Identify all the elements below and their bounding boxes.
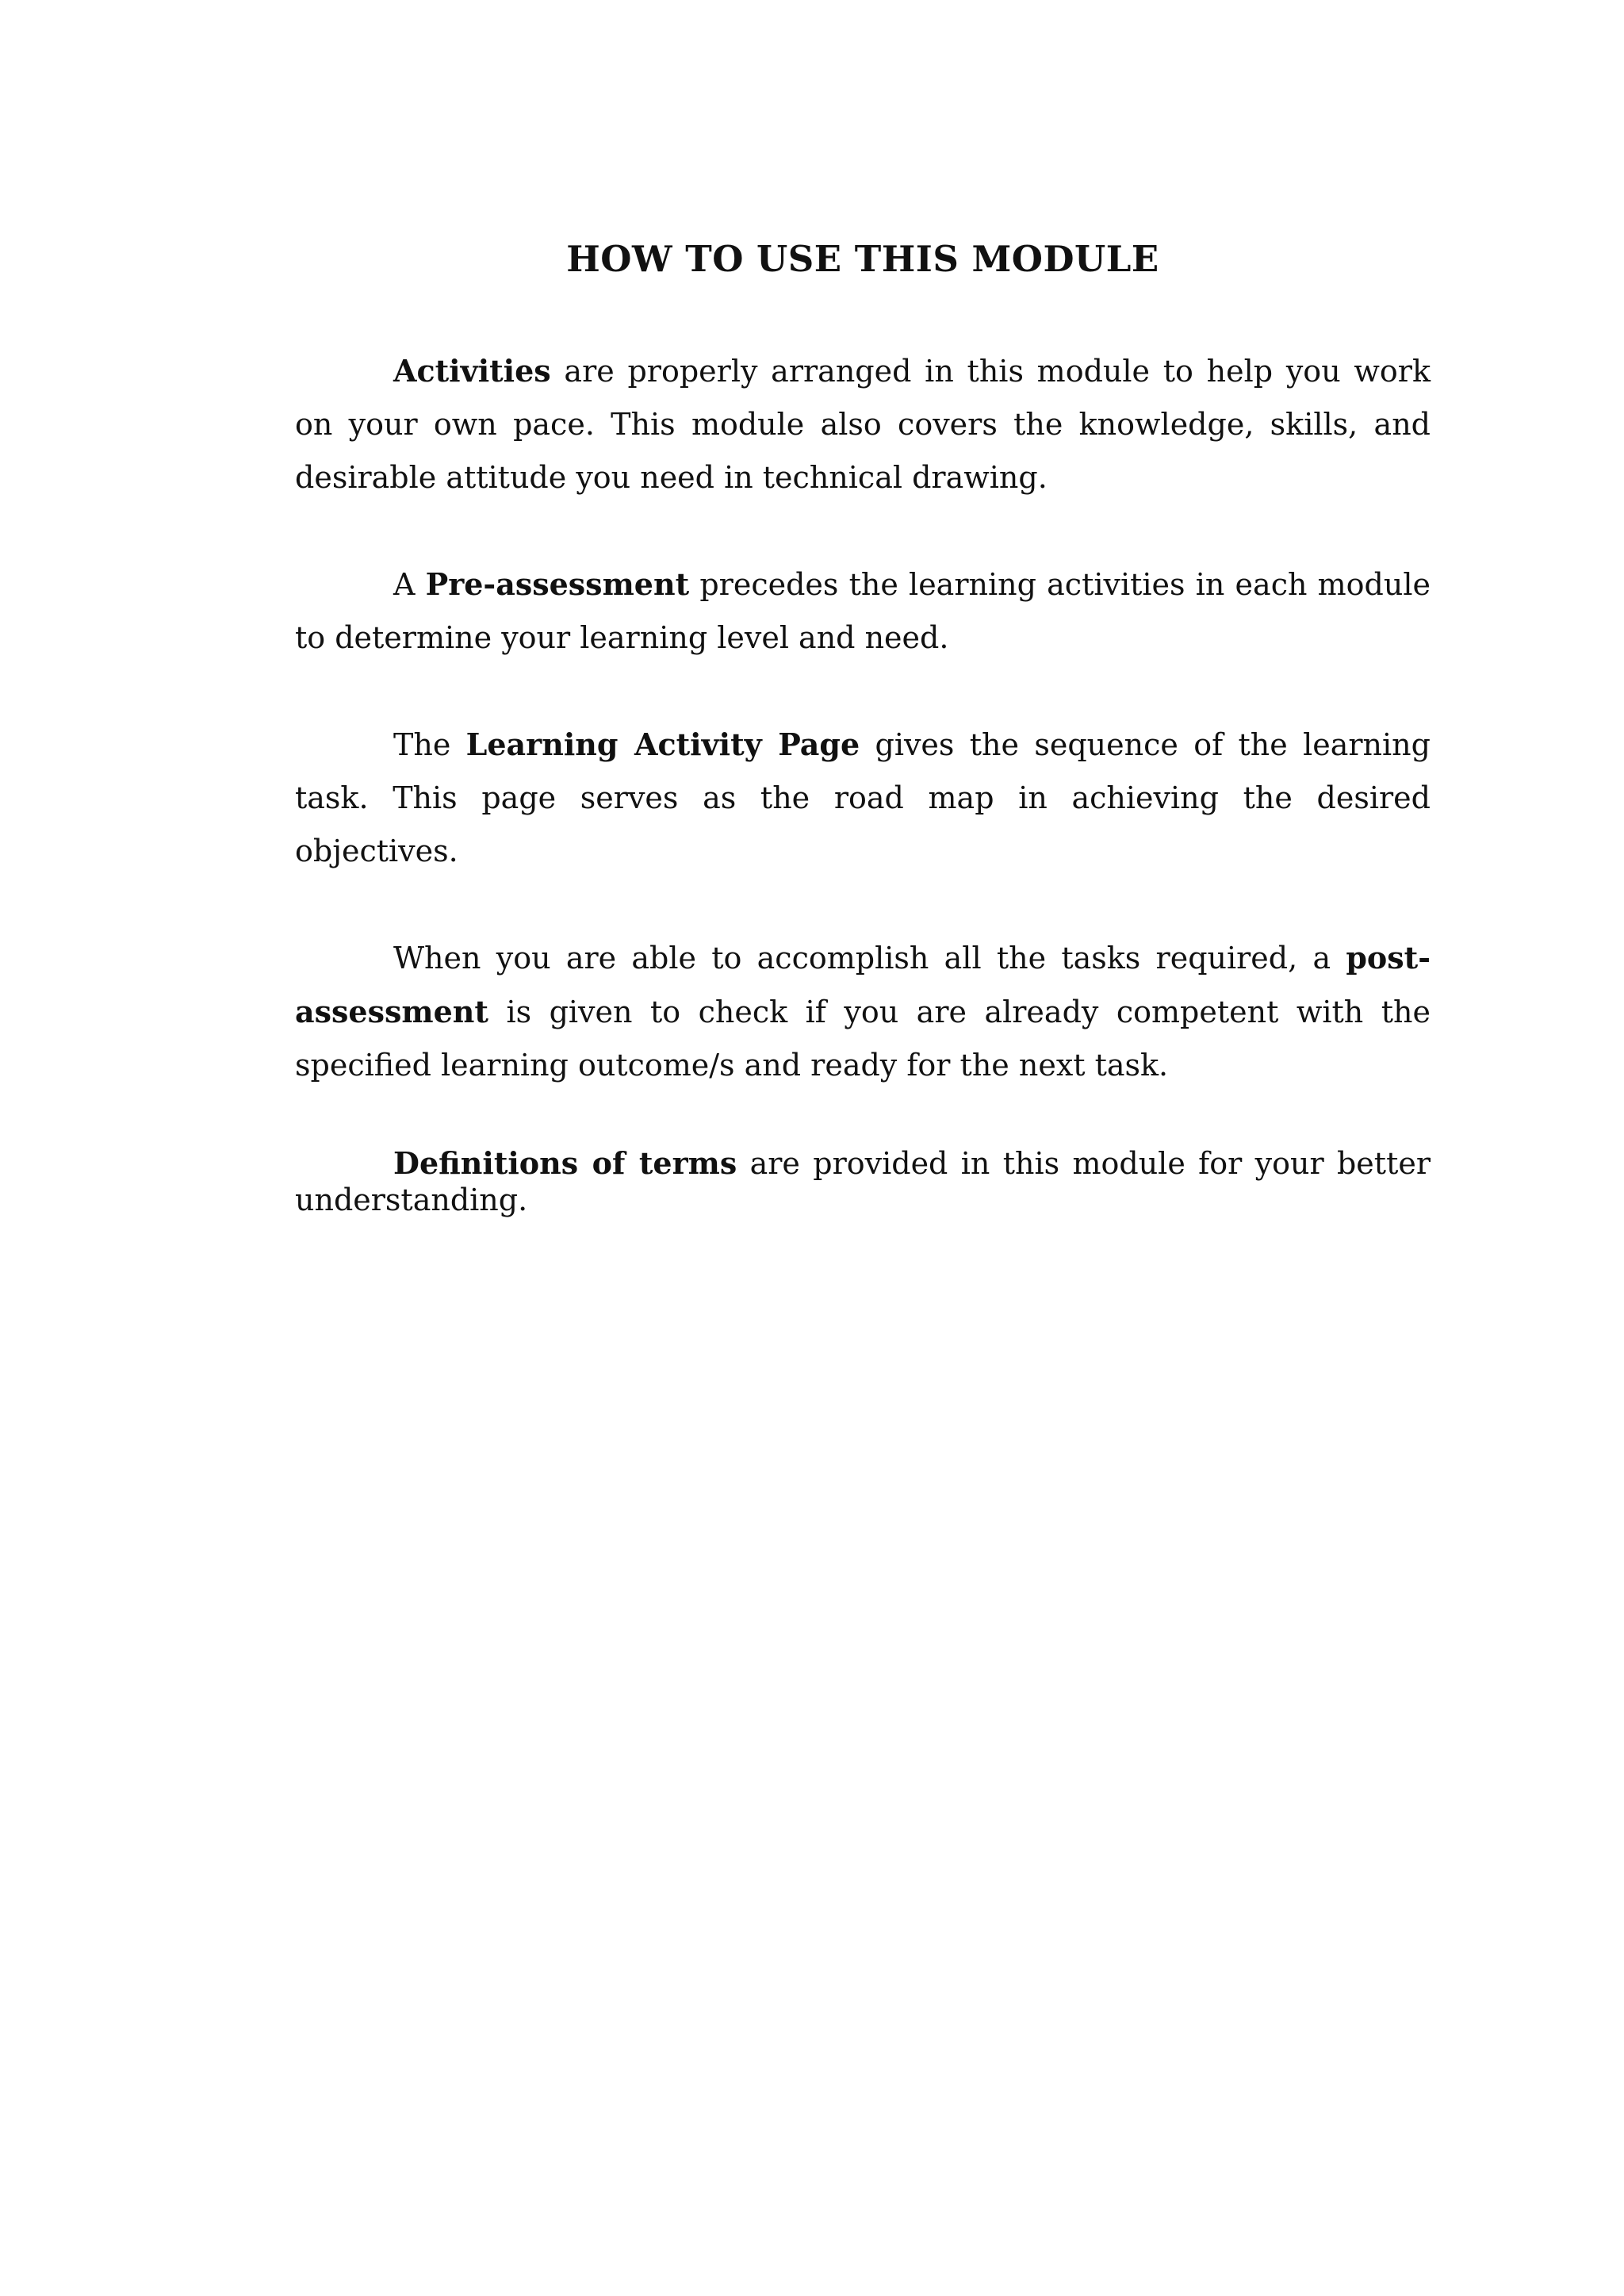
paragraph-prefix: When you are able to accomplish all the tasks required, a <box>393 941 1346 976</box>
term-post-assessment: post-assessment <box>295 940 1431 1029</box>
page-title: HOW TO USE THIS MODULE <box>566 238 1159 280</box>
paragraph-learning-activity-page <box>295 718 1431 878</box>
paragraph-prefix: A <box>393 567 426 602</box>
paragraph-text: precedes the learning activities in each module to determine your learning level and need. <box>295 567 1431 655</box>
paragraph-text: gives the sequence of the learning task. This page serves as the road map in achieving the desired objectives. <box>295 727 1431 868</box>
paragraph-post-assessment <box>295 931 1431 1092</box>
paragraph-text: is given to check if you are already competent with the specified learning outcome/s and ready for the next task. <box>295 995 1431 1083</box>
paragraph-text: are provided in this module for your better understanding. <box>295 1146 1431 1217</box>
term-learning-activity-page: Learning Activity Page <box>465 726 860 762</box>
paragraph-pre-assessment <box>295 558 1431 665</box>
term-activities: Activities <box>393 353 551 389</box>
paragraph-activities <box>295 344 1431 504</box>
document-page <box>295 238 1431 1271</box>
paragraph-prefix: The <box>393 727 466 762</box>
paragraph-definitions <box>295 1145 1431 1218</box>
term-definitions-of-terms: Definitions of terms <box>393 1145 737 1181</box>
paragraph-text: are properly arranged in this module to help you work on your own pace. This module also covers the knowledge, skills, and desirable attitude you need in technical drawing. <box>295 354 1431 495</box>
term-pre-assessment: Pre-assessment <box>425 566 690 602</box>
